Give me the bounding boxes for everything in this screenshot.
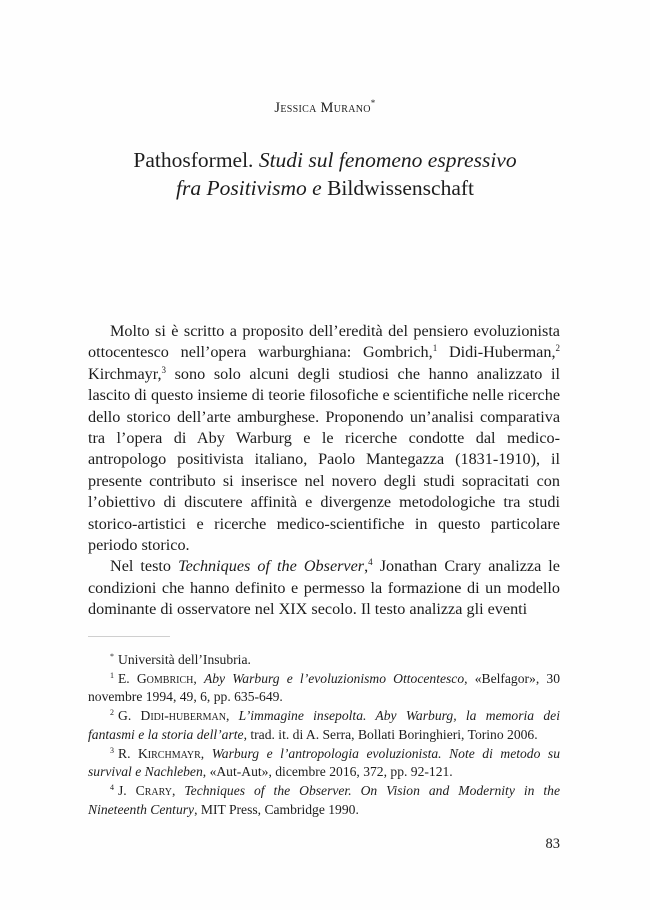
- title-part-2: Studi sul fenomeno espressivo: [258, 148, 517, 172]
- author-footnote-mark: *: [370, 98, 376, 108]
- footnote-item: [88, 782, 560, 819]
- author-name: Jessica Murano: [274, 100, 371, 116]
- footnote-mark: 3: [110, 745, 114, 755]
- page-number: 83: [545, 836, 560, 852]
- paragraph-2: [88, 556, 560, 620]
- footnote-ref-2: 2: [555, 343, 560, 354]
- footnote-author: R. Kirchmayr,: [118, 745, 205, 761]
- article-author: [0, 100, 650, 117]
- footnote-author: J. Crary,: [118, 782, 176, 798]
- footnotes: [88, 651, 560, 819]
- footnote-mark: 2: [110, 708, 114, 718]
- paragraph-1-text-c: Kirchmayr,: [88, 364, 162, 383]
- footnote-mark: *: [110, 652, 114, 661]
- footnote-text: , «Belfagor», 30 novembre 1994, 49, 6, pp. 635-649.: [88, 670, 561, 705]
- footnote-ref-4: 4: [368, 557, 373, 568]
- paragraph-1-text-a: Molto si è scritto a proposito dell’eredità del pensiero evoluzionista ottocentesco nell’opera warburghiana: Gombrich,: [88, 322, 560, 362]
- paragraph-2-text-b: ,: [364, 557, 369, 576]
- footnote-ref-1: 1: [432, 343, 438, 354]
- paragraph-2-text-c: Jonathan Crary analizza le condizioni che hanno definito e permesso la formazione di un modello dominante di osservatore nel XIX secolo. Il testo analizza gli eventi: [88, 557, 560, 619]
- footnote-item: [88, 745, 560, 782]
- footnote-work: Warburg e l’antropologia evoluzionista. Note di metodo su survival e Nachleben: [88, 745, 561, 780]
- footnote-work: Techniques of the Observer. On Vision and Modernity in the Nineteenth Century: [88, 782, 561, 817]
- footnote-item: [88, 707, 560, 744]
- footnote-item: [88, 651, 560, 670]
- footnote-ref-3: 3: [161, 364, 167, 375]
- title-part-4: e: [312, 176, 322, 200]
- paragraph-1: [88, 321, 560, 556]
- paragraph-1-text-b: Didi-Huberman,: [437, 343, 556, 362]
- article-title: [0, 146, 650, 202]
- footnote-text: , MIT Press, Cambridge 1990.: [194, 801, 359, 817]
- cited-book-title: Techniques of the Observer: [178, 557, 365, 576]
- title-part-5: Bildwissenschaft: [327, 176, 474, 200]
- paragraph-1-text-d: sono solo alcuni degli studiosi che hanno analizzato il lascito di questo insieme di teorie filosofiche e scientifiche nelle ricerche dello storico dell’arte amburghese. Proponendo un’analisi comparativa tra l’opera di Aby Warburg e le ricerche condotte dal medico-antropologo positivista italiano, Paolo Mantegazza (1831-1910), il presente contributo si inserisce nel novero degli studi sopracitati con l’obiettivo di discutere affinità e divergenze metodologiche tra studi storico-artistici e ricerche medico-scientifiche in questo particolare periodo storico.: [88, 364, 560, 555]
- paragraph-2-text-a: Nel testo: [110, 557, 179, 576]
- footnote-text: Università dell’Insubria.: [118, 652, 251, 667]
- body-text: [88, 321, 560, 621]
- footnote-work: Aby Warburg e l’evoluzionismo Ottocentesco: [203, 670, 465, 686]
- footnote-mark: 1: [110, 670, 114, 680]
- footnote-text: , «Aut-Aut», dicembre 2016, 372, pp. 92-121.: [202, 764, 453, 780]
- footnote-author: G. Didi-huberman,: [118, 708, 230, 724]
- footnote-separator: [88, 636, 170, 637]
- footnote-author: E. Gombrich,: [118, 670, 197, 686]
- title-part-1: Pathosformel.: [133, 148, 254, 172]
- footnote-item: [88, 670, 560, 707]
- title-part-3: fra Positivismo: [176, 176, 307, 200]
- footnote-mark: 4: [110, 782, 114, 792]
- footnote-text: , trad. it. di A. Serra, Bollati Boringhieri, Torino 2006.: [243, 726, 538, 742]
- footnote-work: L’immagine insepolta. Aby Warburg, la memoria dei fantasmi e la storia dell’arte: [88, 708, 560, 742]
